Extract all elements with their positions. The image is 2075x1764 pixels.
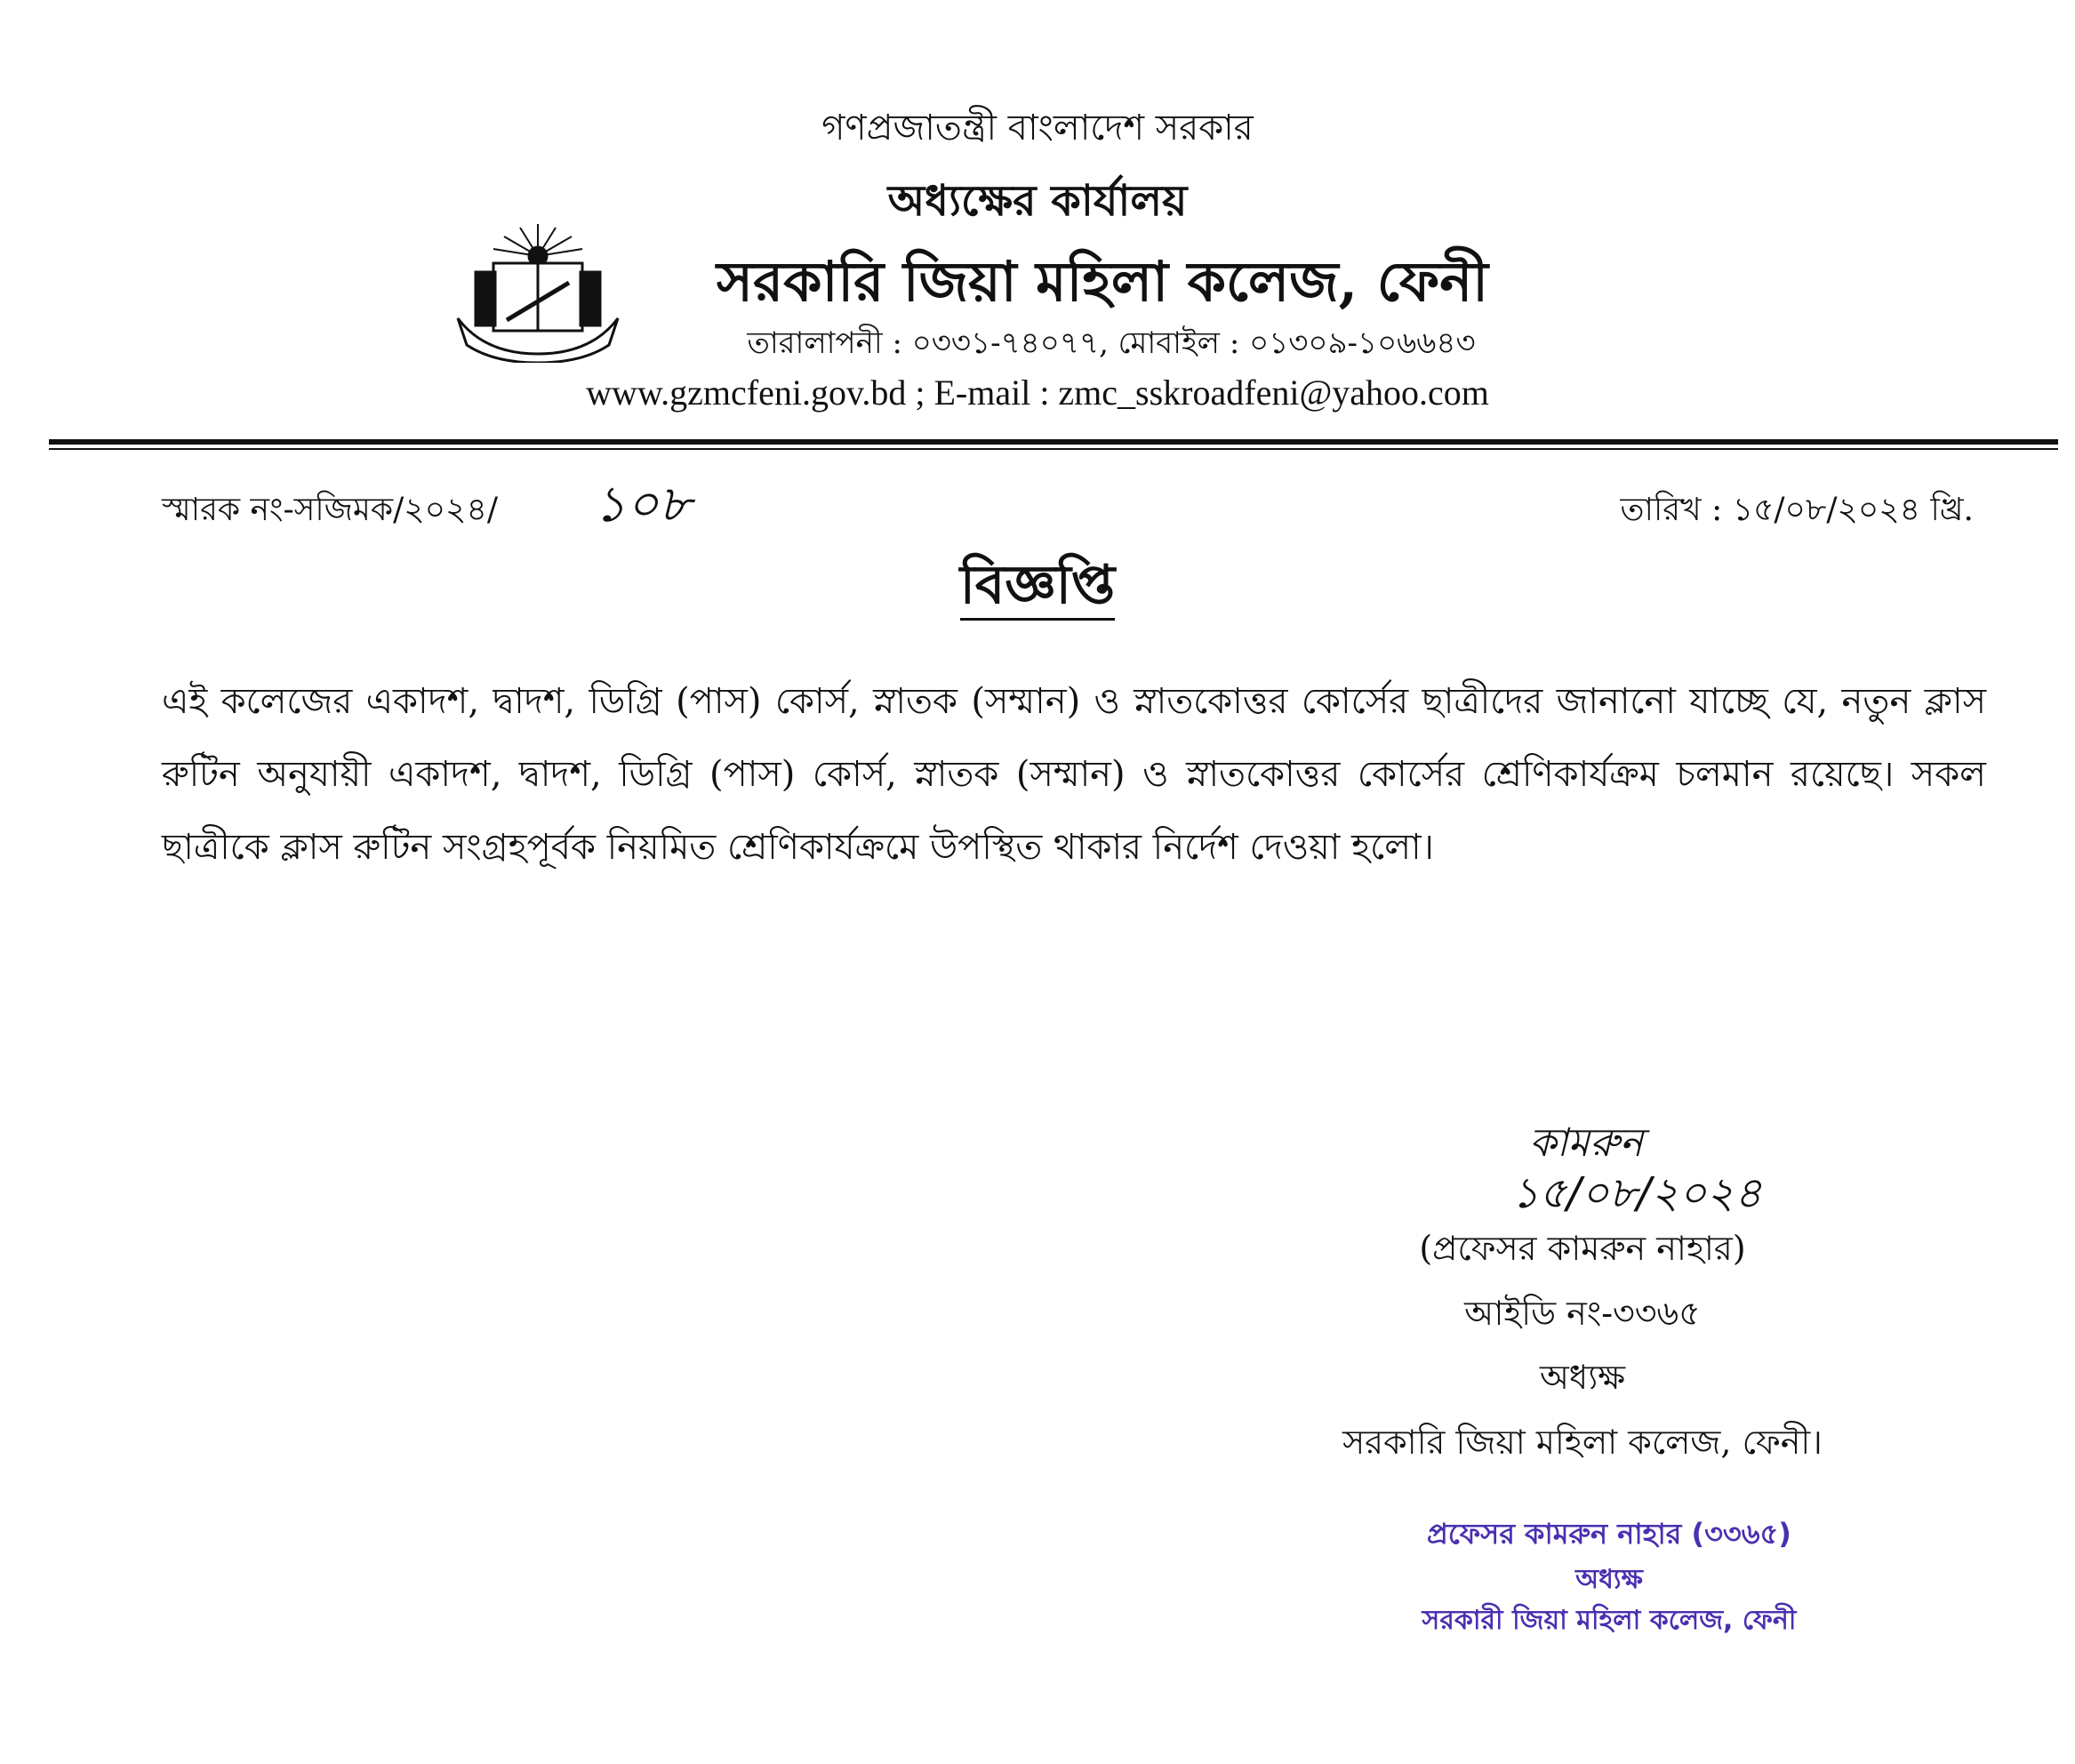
government-name: গণপ্রজাতন্ত্রী বাংলাদেশ সরকার (821, 108, 1254, 148)
notice-title (0, 544, 2075, 633)
issue-date: তারিখ : ১৫/০৮/২০২৪ খ্রি. (1620, 492, 1974, 528)
college-emblem-icon (449, 220, 627, 363)
signatory-name: (প্রফেসর কামরুন নাহার) (1419, 1229, 1746, 1268)
signatory-title: অধ্যক্ষ (1539, 1358, 1625, 1397)
header-divider-thin (49, 448, 2058, 450)
notice-title-text: বিজ্ঞপ্তি (960, 554, 1115, 621)
stamp-title: অধ্যক্ষ (1575, 1564, 1643, 1595)
handwritten-sign-date: ১৫/০৮/২০২৪ (1511, 1168, 1762, 1218)
signatory-id: আইডি নং-৩৩৬৫ (1464, 1294, 1701, 1333)
college-name: সরকারি জিয়া মহিলা কলেজ, ফেনী (717, 249, 1488, 314)
header-divider (49, 439, 2058, 445)
memo-number-handwritten: ১০৮ (594, 476, 692, 533)
stamp-college: সরকারী জিয়া মহিলা কলেজ, ফেনী (1422, 1605, 1797, 1636)
handwritten-signature: কামরুন (1529, 1120, 1643, 1166)
office-name: অধ্যক্ষের কার্যালয় (887, 176, 1188, 226)
stamp-name: প্রফেসর কামরুন নাহার (৩৩৬৫) (1427, 1517, 1791, 1551)
memo-number-label: স্মারক নং-সজিমক/২০২৪/ (162, 492, 498, 528)
contact-phone: তারালাপনী : ০৩৩১-৭৪০৭৭, মোবাইল : ০১৩০৯-১০৬৬৪৩ (747, 325, 1476, 361)
signatory-college: সরকারি জিয়া মহিলা কলেজ, ফেনী। (1342, 1423, 1823, 1462)
contact-web-email: www.gzmcfeni.gov.bd ; E-mail : zmc_sskroadfeni@yahoo.com (586, 373, 1489, 413)
notice-body: এই কলেজের একাদশ, দ্বাদশ, ডিগ্রি (পাস) কোর্স, স্নাতক (সম্মান) ও স্নাতকোত্তর কোর্সের ছাত্রীদের জানানো যাচ্ছে যে, নতুন ক্লাস রুটিন অনুযায়ী একাদশ, দ্বাদশ, ডিগ্রি (পাস) কোর্স, স্নাতক (সম্মান) ও স্নাতকোত্তর কোর্সের শ্রেণিকার্যক্রম চলমান রয়েছে। সকল ছাত্রীকে ক্লাস রুটিন সংগ্রহপূর্বক নিয়মিত শ্রেণিকার্যক্রমে উপস্থিত থাকার নির্দেশ দেওয়া হলো। (162, 681, 1986, 868)
